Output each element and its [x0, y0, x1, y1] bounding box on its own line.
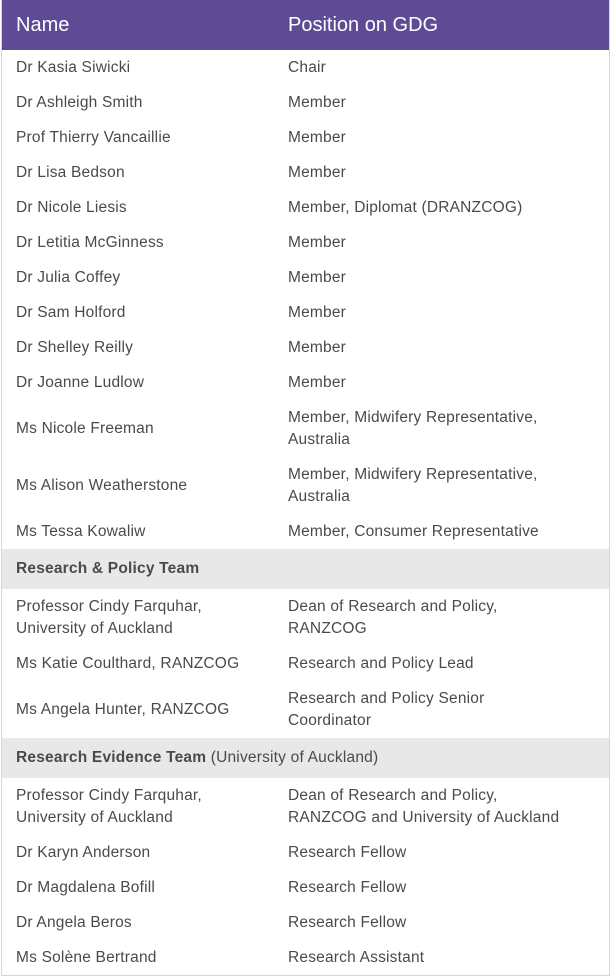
table-row [2, 646, 609, 681]
member-name: Dr Sam Holford [16, 303, 126, 321]
section-header-research-evidence [2, 738, 609, 778]
name-line: Professor Cindy Farquhar, [16, 786, 202, 804]
member-name: Dr Nicole Liesis [16, 198, 127, 216]
table-row [2, 155, 609, 190]
table-row [2, 514, 609, 549]
member-name: Ms Katie Coulthard, RANZCOG [16, 654, 240, 672]
member-position [274, 589, 609, 646]
member-position [274, 400, 609, 457]
member-position: Member [288, 268, 347, 286]
member-position: Chair [288, 58, 327, 76]
table-row [2, 457, 609, 514]
position-line: RANZCOG [288, 619, 367, 637]
member-name: Ms Tessa Kowaliw [16, 522, 146, 540]
member-name: Dr Ashleigh Smith [16, 93, 143, 111]
position-line: Dean of Research and Policy, [288, 786, 498, 804]
member-position [274, 681, 609, 738]
section-title [2, 738, 609, 778]
header-name: Name [2, 0, 274, 50]
member-name: Dr Magdalena Bofill [16, 878, 156, 896]
member-position: Member [288, 128, 347, 146]
table-row [2, 589, 609, 646]
member-position: Member [288, 93, 347, 111]
table-row [2, 940, 609, 975]
member-name [2, 778, 274, 835]
member-name: Dr Karyn Anderson [16, 843, 151, 861]
member-position: Research Fellow [288, 843, 407, 861]
member-name: Dr Kasia Siwicki [16, 58, 131, 76]
table-row [2, 120, 609, 155]
table-row [2, 225, 609, 260]
name-line: University of Auckland [16, 619, 173, 637]
member-position: Member, Diplomat (DRANZCOG) [288, 198, 523, 216]
member-position [274, 457, 609, 514]
member-name: Dr Julia Coffey [16, 268, 121, 286]
member-position: Member [288, 233, 347, 251]
section-title-suffix: (University of Auckland) [206, 749, 379, 766]
position-line: Member, Midwifery Representative, [288, 465, 538, 483]
table-row [2, 870, 609, 905]
position-line: Australia [288, 487, 351, 505]
position-line: Coordinator [288, 711, 372, 729]
position-line: Research and Policy Senior [288, 689, 485, 707]
table-row [2, 365, 609, 400]
table-row [2, 190, 609, 225]
member-position: Member [288, 303, 347, 321]
member-position: Member [288, 338, 347, 356]
member-position: Member [288, 163, 347, 181]
member-name: Ms Solène Bertrand [16, 948, 157, 966]
position-line: Member, Midwifery Representative, [288, 408, 538, 426]
member-name: Dr Angela Beros [16, 913, 132, 931]
name-line: Professor Cindy Farquhar, [16, 597, 202, 615]
member-name: Dr Shelley Reilly [16, 338, 134, 356]
member-name: Ms Alison Weatherstone [16, 476, 188, 494]
member-position: Member [288, 373, 347, 391]
member-position: Research Assistant [288, 948, 425, 966]
gdg-table-container [1, 0, 610, 976]
table-row [2, 50, 609, 85]
name-line: University of Auckland [16, 808, 173, 826]
table-row [2, 835, 609, 870]
member-position: Research and Policy Lead [288, 654, 474, 672]
member-position: Research Fellow [288, 878, 407, 896]
member-name: Ms Nicole Freeman [16, 419, 154, 437]
member-name: Prof Thierry Vancaillie [16, 128, 171, 146]
table-row [2, 681, 609, 738]
member-name: Dr Lisa Bedson [16, 163, 125, 181]
table-row [2, 905, 609, 940]
section-header-research-policy [2, 549, 609, 589]
table-row [2, 778, 609, 835]
member-name: Ms Angela Hunter, RANZCOG [16, 700, 230, 718]
member-name [2, 589, 274, 646]
member-position: Research Fellow [288, 913, 407, 931]
member-position [274, 778, 609, 835]
member-name: Dr Letitia McGinness [16, 233, 164, 251]
member-position: Member, Consumer Representative [288, 522, 539, 540]
position-line: Dean of Research and Policy, [288, 597, 498, 615]
table-header-row [2, 0, 609, 50]
section-title: Research & Policy Team [2, 549, 609, 589]
table-row [2, 260, 609, 295]
section-title-bold: Research Evidence Team [16, 749, 207, 766]
table-row [2, 330, 609, 365]
table-row [2, 85, 609, 120]
position-line: RANZCOG and University of Auckland [288, 808, 560, 826]
table-row [2, 295, 609, 330]
member-name: Dr Joanne Ludlow [16, 373, 145, 391]
header-position: Position on GDG [274, 0, 609, 50]
position-line: Australia [288, 430, 351, 448]
table-row [2, 400, 609, 457]
gdg-membership-table [2, 0, 609, 975]
